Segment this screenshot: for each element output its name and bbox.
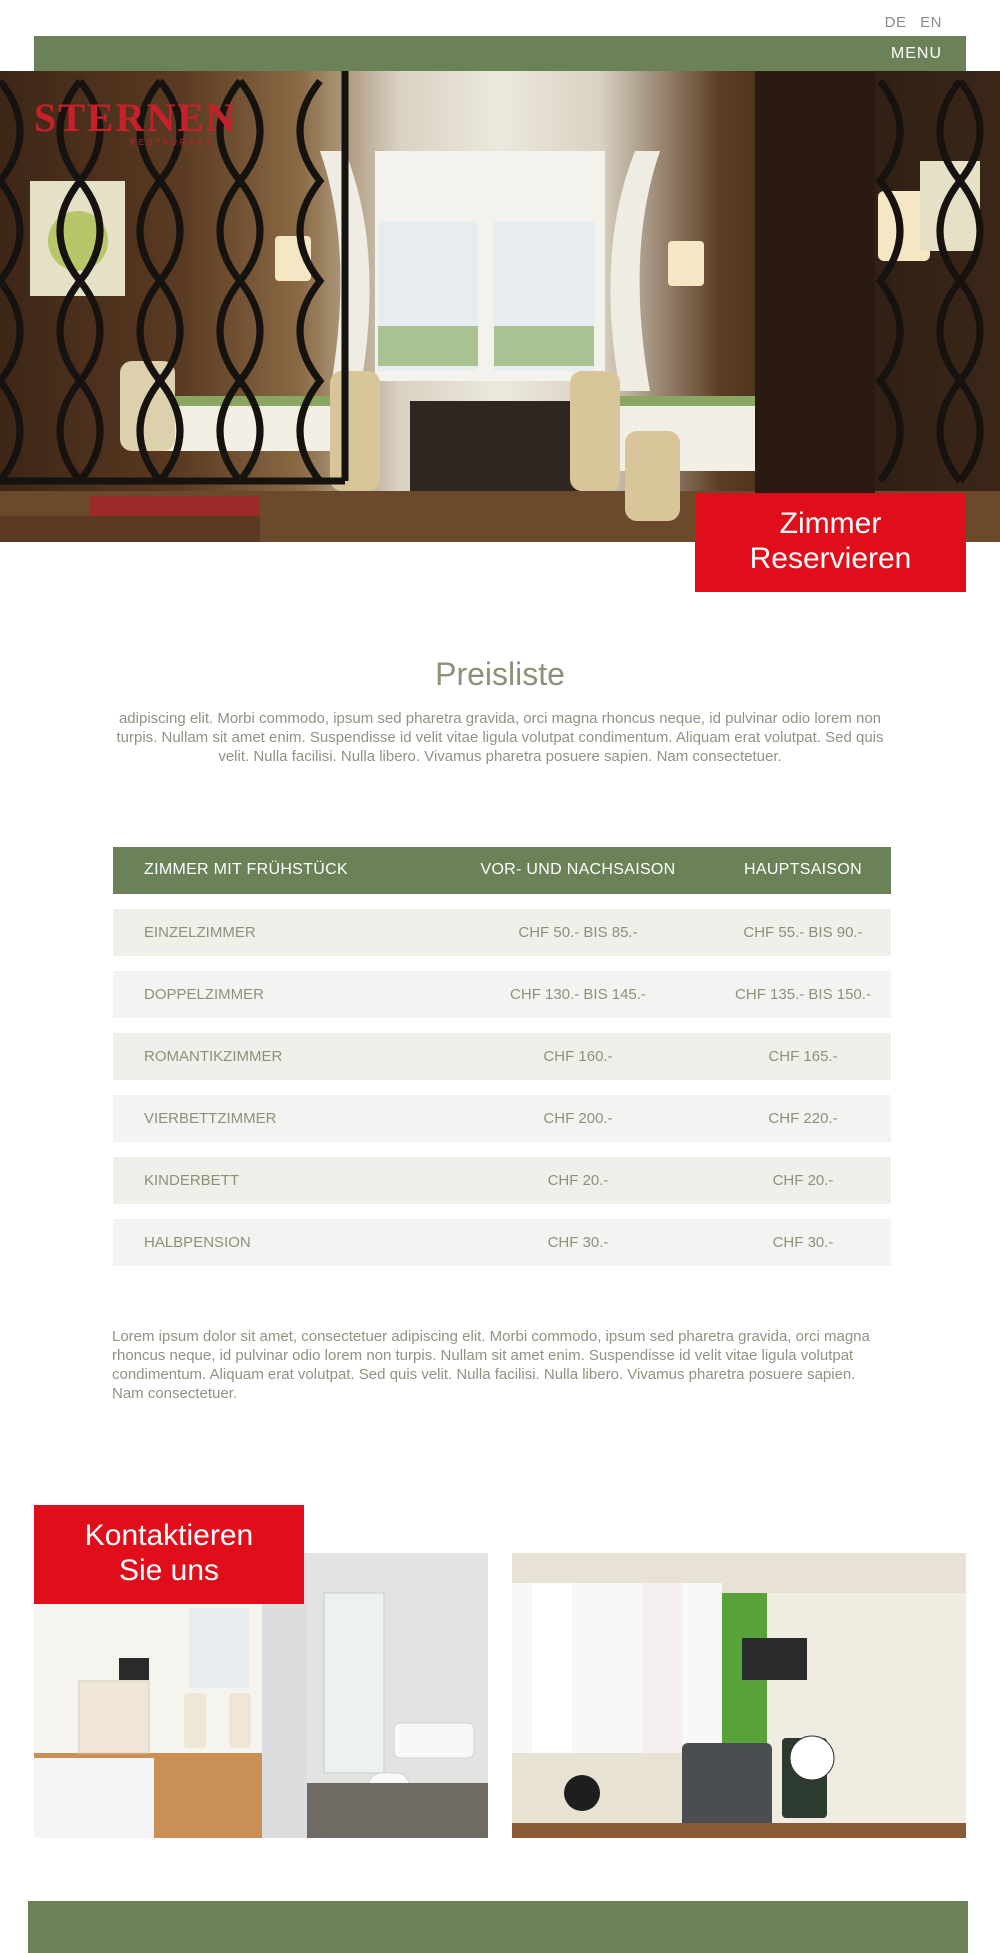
column-header-peak-season: HAUPTSAISON [744,861,862,878]
peak-season-price: CHF 20.- [772,1172,834,1189]
language-switcher [876,14,942,31]
table-row [113,1033,891,1080]
contact-label-line1: Kontaktieren [84,1519,254,1552]
reserve-label-line2: Reservieren [749,542,912,575]
off-season-price: CHF 200.- [543,1110,613,1127]
peak-season-price: CHF 55.- BIS 90.- [743,924,863,941]
column-header-off-season: VOR- UND NACHSAISON [480,861,676,878]
logo-subtitle: RESTAURANT [130,138,214,147]
pricelist-intro: adipiscing elit. Morbi commodo, ipsum sed pharetra gravida, orci magna rhoncus neque, id pulvinar odio lorem non turpis. Nullam sit amet enim. Suspendisse id velit vitae ligula volutpat condimentum. Aliquam erat volutpat. Sed quis velit. Nulla facilisi. Nulla libero. Vivamus pharetra posuere sapien. Nam consectetuer. [116,710,884,765]
room-name: KINDERBETT [144,1172,240,1189]
table-row [113,971,891,1018]
table-row [113,909,891,956]
lang-de-link[interactable]: DE [884,14,907,31]
table-row [113,1219,891,1266]
off-season-price: CHF 130.- BIS 145.- [510,986,646,1003]
room-name: DOPPELZIMMER [144,986,265,1003]
price-table [113,847,891,1266]
room-name: VIERBETTZIMMER [144,1110,277,1127]
off-season-price: CHF 30.- [547,1234,609,1251]
footer-bar [28,1901,968,1953]
contact-button[interactable] [34,1505,304,1604]
room-name: EINZELZIMMER [144,924,256,941]
logo[interactable]: STERNEN [34,95,237,140]
room-name: ROMANTIKZIMMER [144,1048,283,1065]
off-season-price: CHF 50.- BIS 85.- [518,924,638,941]
pricelist-title: Preisliste [435,656,565,692]
pricelist-body-text: Lorem ipsum dolor sit amet, consectetuer adipiscing elit. Morbi commodo, ipsum sed pharetra gravida, orci magna rhoncus neque, id pulvinar odio lorem non turpis. Nullam sit amet enim. Suspendisse id velit vitae ligula volutpat condimentum. Aliquam erat volutpat. Sed quis velit. Nulla facilisi. Nulla libero. Vivamus pharetra posuere sapien. Nam consectetuer. [112,1328,870,1402]
peak-season-price: CHF 135.- BIS 150.- [735,986,871,1003]
table-row [113,1095,891,1142]
off-season-price: CHF 20.- [547,1172,609,1189]
column-header-room: ZIMMER MIT FRÜHSTÜCK [144,861,348,878]
room-photo-living [512,1553,966,1838]
room-name: HALBPENSION [144,1234,251,1251]
menu-button[interactable]: MENU [890,45,942,62]
peak-season-price: CHF 220.- [768,1110,838,1127]
peak-season-price: CHF 165.- [768,1048,838,1065]
table-row [113,1157,891,1204]
off-season-price: CHF 160.- [543,1048,613,1065]
reserve-label-line1: Zimmer [779,507,882,540]
peak-season-price: CHF 30.- [772,1234,834,1251]
price-table-header [113,847,891,894]
menu-bar [34,36,966,71]
lang-en-link[interactable]: EN [920,14,942,31]
room-illustration [512,1553,966,1838]
reserve-room-button[interactable] [695,493,966,592]
contact-label-line2: Sie uns [118,1554,220,1587]
